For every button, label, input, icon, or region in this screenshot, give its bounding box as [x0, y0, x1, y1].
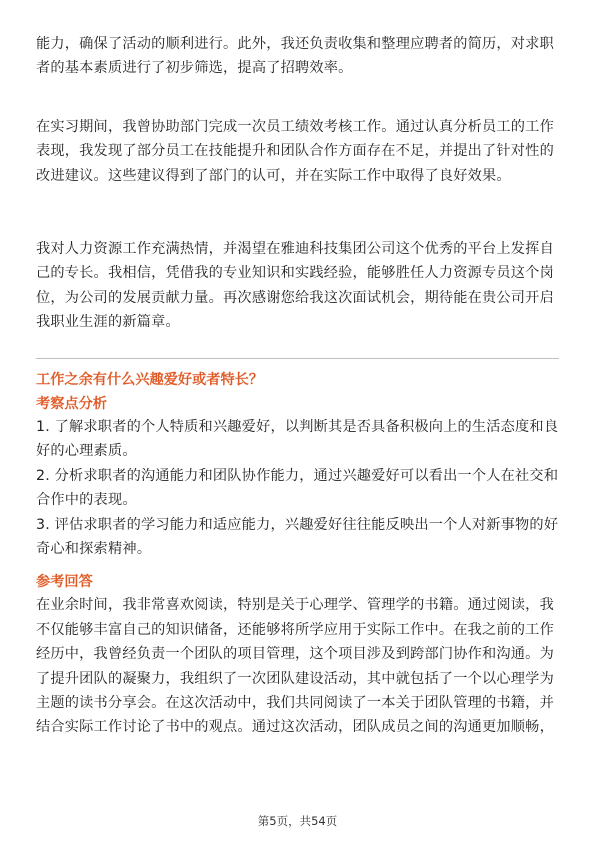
analysis-item-3: 3. 评估求职者的学习能力和适应能力，兴趣爱好往往能反映出一个人对新事物的好奇心和探索精神。: [36, 516, 559, 558]
analysis-item-1: 1. 了解求职者的个人特质和兴趣爱好，以判断其是否具备积极向上的生活态度和良好的心理素质。: [36, 419, 559, 460]
paragraph-1: 能力，确保了活动的顺利进行。此外，我还负责收集和整理应聘者的简历，对求职者的基本素质进行了初步筛选，提高了招聘效率。: [36, 36, 554, 77]
question-title: 工作之余有什么兴趣爱好或者特长？: [36, 372, 264, 388]
page-number: 第5页，共54页: [257, 814, 338, 828]
analysis-item-2: 2. 分析求职者的沟通能力和团队协作能力，通过兴趣爱好可以看出一个人在社交和合作中的表现。: [36, 467, 559, 509]
paragraph-3: 我对人力资源工作充满热情，并渴望在雅迪科技集团公司这个优秀的平台上发挥自己的专长。我相信，凭借我的专业知识和实践经验，能够胜任人力资源专员这个岗位，为公司的发展贡献力量。再次感谢您给我这次面试机会，期待能在贵公司开启我职业生涯的新篇章。: [36, 241, 554, 331]
interview-question-section: [36, 369, 559, 740]
analysis-heading: 考察点分析: [36, 396, 107, 412]
paragraph-2: 在实习期间，我曾协助部门完成一次员工绩效考核工作。通过认真分析员工的工作表现，我发现了部分员工在技能提升和团队合作方面存在不足，并提出了针对性的改进建议。这些建议得到了部门的认可，并在实际工作中取得了良好效果。: [36, 118, 554, 184]
body-text: [36, 32, 559, 335]
answer-text: 在业余时间，我非常喜欢阅读，特别是关于心理学、管理学的书籍。通过阅读，我不仅能够丰富自己的知识储备，还能够将所学应用于实际工作中。在我之前的工作经历中，我曾经负责一个团队的项目管理，这个项目涉及到跨部门协作和沟通。为了提升团队的凝聚力，我组织了一次团队建设活动，其中就包括了一个以心理学为主题的读书分享会。在这次活动中，我们共同阅读了一本关于团队管理的书籍，并结合实际工作讨论了书中的观点。通过这次活动，团队成员之间的沟通更加顺畅，: [36, 597, 554, 736]
answer-heading: 参考回答: [36, 574, 93, 591]
section-divider: [36, 358, 559, 359]
